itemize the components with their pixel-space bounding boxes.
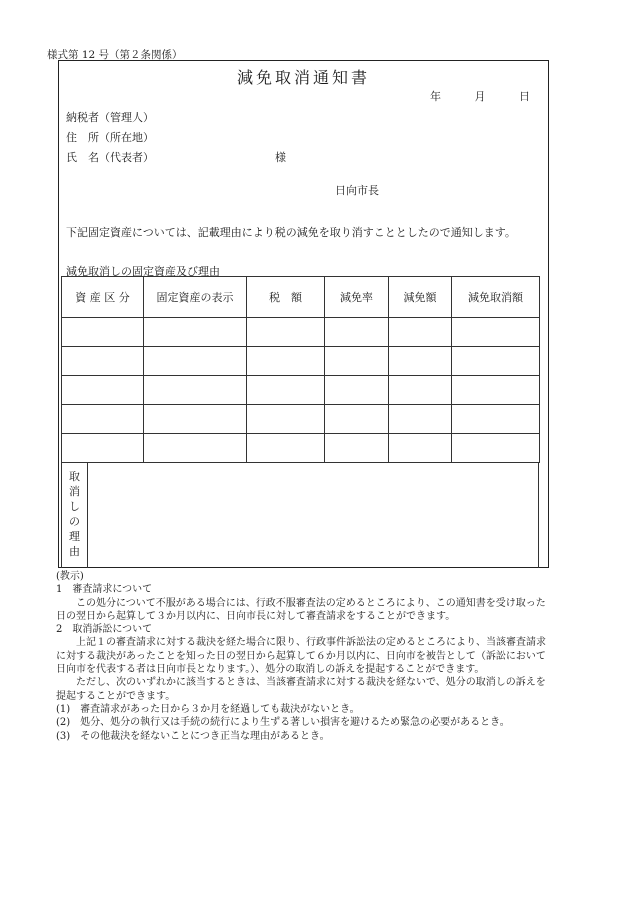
reason-char: 由 <box>69 545 80 558</box>
table-caption: 減免取消しの固定資産及び理由 <box>66 265 220 278</box>
item-1: (1) 審査請求があった日から３か月を経過しても裁決がないとき。 <box>56 703 360 715</box>
instructions-heading: (教示) <box>56 571 84 582</box>
asset-table <box>61 276 540 463</box>
table-cell[interactable] <box>62 434 144 463</box>
table-cell[interactable] <box>452 405 540 434</box>
issuer: 日向市長 <box>335 184 379 197</box>
item-3: (3) その他裁決を経ないことにつき正当な理由があるとき。 <box>56 730 330 742</box>
table-cell[interactable] <box>144 405 247 434</box>
date-month: 月 <box>474 90 486 103</box>
table-row <box>62 405 540 434</box>
table-cell[interactable] <box>62 376 144 405</box>
header-asset-category: 資 産 区 分 <box>62 277 144 318</box>
table-cell[interactable] <box>144 376 247 405</box>
table-cell[interactable] <box>389 434 452 463</box>
honorific: 様 <box>275 151 286 164</box>
header-reduction-amount: 減免額 <box>389 277 452 318</box>
date-year: 年 <box>430 90 441 103</box>
table-cell[interactable] <box>325 405 389 434</box>
table-cell[interactable] <box>389 318 452 347</box>
table-cell[interactable] <box>389 405 452 434</box>
table-cell[interactable] <box>247 434 325 463</box>
header-tax-amount: 税 額 <box>247 277 325 318</box>
instructions <box>56 570 552 743</box>
table-row <box>62 318 540 347</box>
cancel-reason-label <box>62 463 88 568</box>
header-asset-display: 固定資産の表示 <box>144 277 247 318</box>
cancel-reason-box[interactable] <box>61 462 539 568</box>
notice-frame <box>58 60 549 568</box>
address-label: 住 所（所在地） <box>66 131 154 144</box>
reason-char: 消 <box>69 485 80 498</box>
table-cell[interactable] <box>452 434 540 463</box>
table-cell[interactable] <box>325 347 389 376</box>
section2-body1: 上記１の審査請求に対する裁決を経た場合に限り、行政事件訴訟法の定めるところにより、当該審査請求に対する裁決があったことを知った日の翌日から起算して６か月以内に、日向市を被告として（訴訟において日向市を代表する者は日向市長となります。）、処分の取消しの訴えを提起することができます。 <box>56 637 546 676</box>
name-label: 氏 名（代表者） <box>66 151 154 164</box>
table-row <box>62 347 540 376</box>
table-cell[interactable] <box>247 376 325 405</box>
table-header-row <box>62 277 540 318</box>
taxpayer-label: 納税者（管理人） <box>66 111 154 124</box>
form-number: 様式第 12 号（第２条関係） <box>47 49 183 61</box>
table-row <box>62 376 540 405</box>
table-cell[interactable] <box>247 405 325 434</box>
table-cell[interactable] <box>452 318 540 347</box>
table-cell[interactable] <box>62 405 144 434</box>
table-cell[interactable] <box>389 376 452 405</box>
table-cell[interactable] <box>144 347 247 376</box>
table-cell[interactable] <box>144 434 247 463</box>
section1-title: 1 審査請求について <box>56 584 153 596</box>
reason-char: の <box>69 515 80 528</box>
date-day: 日 <box>519 90 530 103</box>
table-cell[interactable] <box>325 376 389 405</box>
table-row <box>62 434 540 463</box>
header-cancel-amount: 減免取消額 <box>452 277 540 318</box>
reason-char: 取 <box>69 470 80 483</box>
reason-char: し <box>69 500 80 513</box>
table-cell[interactable] <box>389 347 452 376</box>
table-cell[interactable] <box>452 376 540 405</box>
table-cell[interactable] <box>62 318 144 347</box>
table-cell[interactable] <box>247 318 325 347</box>
section2-title: 2 取消訴訟について <box>56 624 153 636</box>
date-line <box>430 88 530 104</box>
table-cell[interactable] <box>325 318 389 347</box>
notice-text: 下記固定資産については、記載理由により税の減免を取り消すこととしたので通知します。 <box>66 226 516 239</box>
table-cell[interactable] <box>247 347 325 376</box>
table-cell[interactable] <box>144 318 247 347</box>
section2-body2: ただし、次のいずれかに該当するときは、当該審査請求に対する裁決を経ないで、処分の取消しの訴えを提起することができます。 <box>56 677 546 702</box>
item-2: (2) 処分、処分の執行又は手続の続行により生ずる著しい損害を避けるため緊急の必要があるとき。 <box>56 717 510 729</box>
header-reduction-rate: 減免率 <box>325 277 389 318</box>
document-title: 減免取消通知書 <box>236 68 370 87</box>
table-cell[interactable] <box>325 434 389 463</box>
reason-char: 理 <box>69 530 80 543</box>
section1-body: この処分について不服がある場合には、行政不服審査法の定めるところにより、この通知書を受け取った日の翌日から起算して３か月以内に、日向市長に対して審査請求をすることができます。 <box>56 597 546 622</box>
table-cell[interactable] <box>62 347 144 376</box>
table-cell[interactable] <box>452 347 540 376</box>
